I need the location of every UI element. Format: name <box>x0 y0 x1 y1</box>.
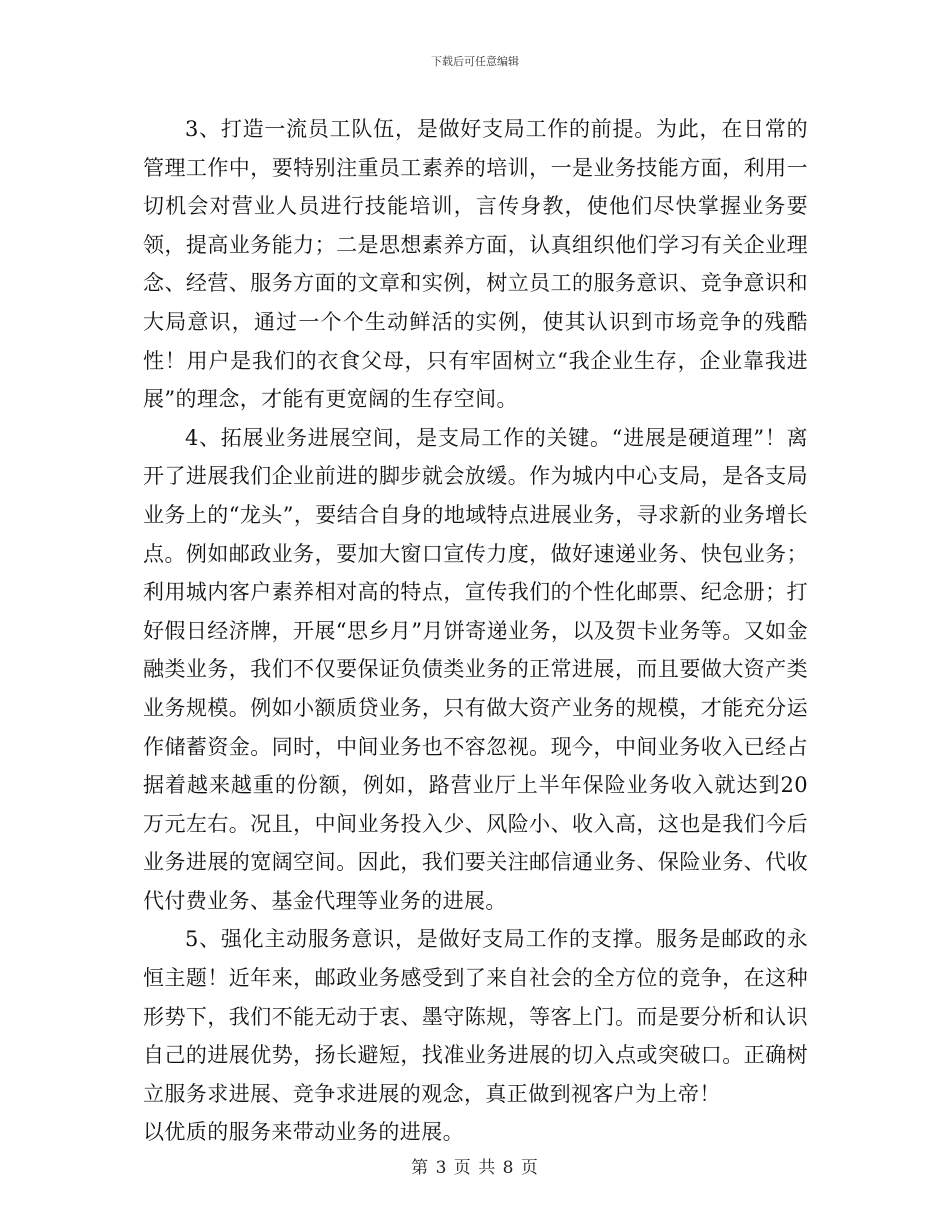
paragraph-3: 3、打造一流员工队伍，是做好支局工作的前提。为此，在日常的管理工作中，要特别注重员工素养的培训，一是业务技能方面，利用一切机会对营业人员进行技能培训，言传身教，使他们尽快掌握业务要领，提高业务能力；二是思想素养方面，认真组织他们学习有关企业理念、经营、服务方面的文章和实例，树立员工的服务意识、竞争意识和大局意识，通过一个个生动鲜活的实例，使其认识到市场竞争的残酷性！用户是我们的衣食父母，只有牢固树立“我企业生存，企业靠我进展”的理念，才能有更宽阔的生存空间。 <box>143 117 808 412</box>
document-body <box>143 110 808 1152</box>
paragraph-5-closing-line: 以优质的服务来带动业务的进展。 <box>143 1120 464 1145</box>
paragraph-4: 4、拓展业务进展空间，是支局工作的关键。“进展是硬道理”！离开了进展我们企业前进的脚步就会放缓。作为城内中心支局，是各支局业务上的“龙头”，要结合自身的地域特点进展业务，寻求新的业务增长点。例如邮政业务，要加大窗口宣传力度，做好速递业务、快包业务；利用城内客户素养相对高的特点，宣传我们的个性化邮票、纪念册；打好假日经济牌，开展“思乡月”月饼寄递业务，以及贺卡业务等。又如金融类业务，我们不仅要保证负债类业务的正常进展，而且要做大资产类业务规模。例如小额质贷业务，只有做大资产业务的规模，才能充分运作储蓄资金。同时，中间业务也不容忽视。现今，中间业务收入已经占据着越来越重的份额，例如，路营业厅上半年保险业务收入就达到20万元左右。况且，中间业务投入少、风险小、收入高，这也是我们今后业务进展的宽阔空间。因此，我们要关注邮信通业务、保险业务、代收代付费业务、基金代理等业务的进展。 <box>143 425 808 913</box>
page-number: 第 3 页 共 8 页 <box>411 1158 539 1178</box>
paragraph-5: 5、强化主动服务意识，是做好支局工作的支撑。服务是邮政的永恒主题！近年来，邮政业务感受到了来自社会的全方位的竞争，在这种形势下，我们不能无动于衷、墨守陈规，等客上门。而是要分析和认识自己的进展优势，扬长避短，找准业务进展的切入点或突破口。正确树立服务求进展、竞争求进展的观念，真正做到视客户为上帝！ <box>143 927 808 1106</box>
page-header: 下载后可任意编辑 <box>431 55 519 68</box>
